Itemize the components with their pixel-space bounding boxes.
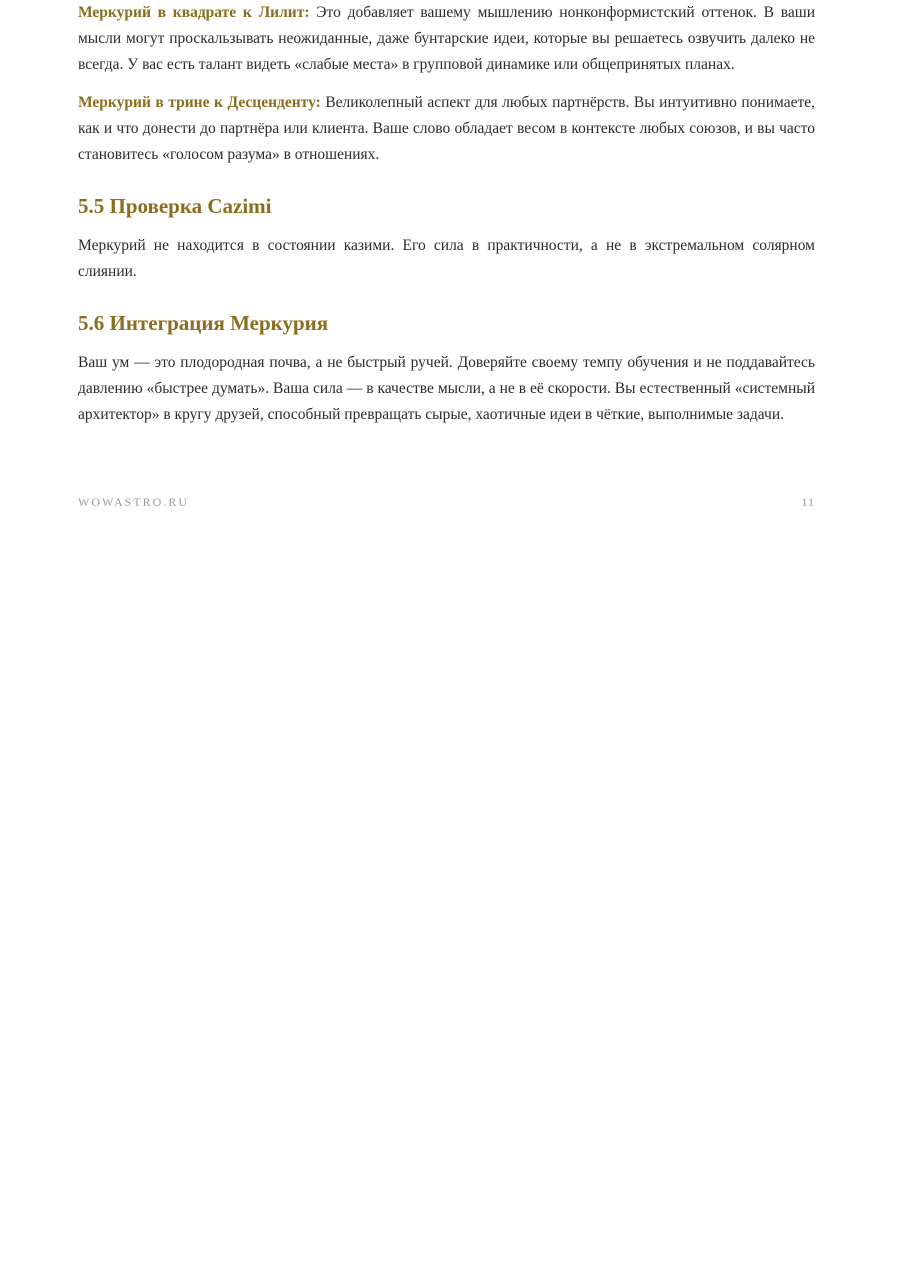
aspect-descendant-paragraph — [78, 90, 815, 168]
cazimi-paragraph: Меркурий не находится в состоянии казими. Его сила в практичности, а не в экстремальном солярном слиянии. — [78, 237, 815, 280]
integration-paragraph: Ваш ум — это плодородная почва, а не быстрый ручей. Доверяйте своему темпу обучения и не поддавайтесь давлению «быстрее думать». Ваша сила — в качестве мысли, а не в её скорости. Вы естественный «системный архитектор» в кругу друзей, способный превращать сырые, хаотичные идеи в чёткие, выполнимые задачи. — [78, 354, 815, 423]
aspect-lilith-paragraph — [78, 0, 815, 78]
footer-site: WOWASTRO.RU — [78, 495, 189, 509]
aspect-descendant-text: Великолепный аспект для любых партнёрств. Вы интуитивно понимаете, как и что донести до партнёра или клиента. Ваше слово обладает весом в контексте любых союзов, и вы часто становитесь «голосом разума» в отношениях. — [78, 94, 815, 163]
cazimi-heading: 5.5 Проверка Cazimi — [78, 194, 272, 218]
page-number: 11 — [801, 495, 815, 509]
aspect-descendant-lead: Меркурий в трине к Десценденту: — [78, 94, 321, 111]
aspect-lilith-lead: Меркурий в квадрате к Лилит: — [78, 4, 310, 21]
aspect-lilith-text: Это добавляет вашему мышлению нонконформистский оттенок. В ваши мысли могут проскальзывать неожиданные, даже бунтарские идеи, которые вы решаетесь озвучить далеко не всегда. У вас есть талант видеть «слабые места» в групповой динамике или общепринятых планах. — [78, 4, 815, 73]
integration-heading: 5.6 Интеграция Меркурия — [78, 311, 329, 335]
